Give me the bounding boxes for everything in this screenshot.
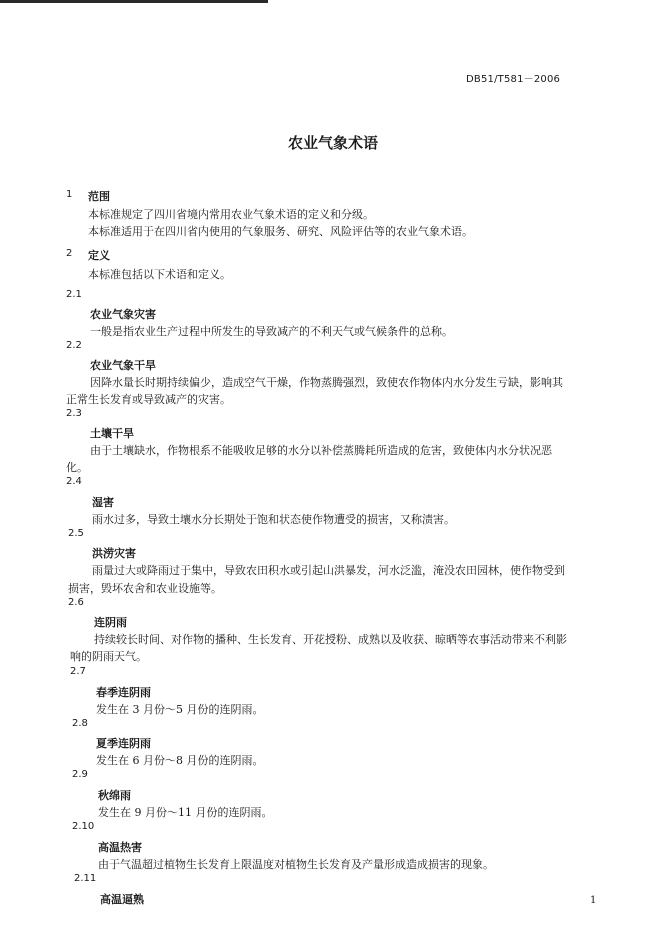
definition-line: 由于气温超过植物生长发育上限温度对植物生长发育及产量形成造成损害的现象。 xyxy=(98,858,494,871)
definition-line: 雨量过大或降雨过于集中，导致农田积水或引起山洪暴发，河水泛滥，淹没农田园林，使作物受到 xyxy=(92,564,565,577)
term-name: 土壤干旱 xyxy=(90,427,134,440)
definition-line: 雨水过多，导致土壤水分长期处于饱和状态使作物遭受的损害，又称渍害。 xyxy=(92,513,455,526)
paragraph: 本标准适用于在四川省内使用的气象服务、研究、风险评估等的农业气象术语。 xyxy=(88,225,473,238)
term-number: 2.8 xyxy=(72,718,88,729)
section-heading: 范围 xyxy=(88,190,110,203)
definition-line: 由于土壤缺水，作物根系不能吸收足够的水分以补偿蒸腾耗所造成的危害，致使体内水分状况恶 xyxy=(90,444,552,457)
definition-line: 一般是指农业生产过程中所发生的导致减产的不利天气或气候条件的总称。 xyxy=(90,325,453,338)
term-name: 连阴雨 xyxy=(94,616,127,629)
term-name: 农业气象干旱 xyxy=(90,359,156,372)
term-name: 秋绵雨 xyxy=(98,789,131,802)
term-number: 2.2 xyxy=(66,340,82,351)
term-number: 2.7 xyxy=(70,666,86,677)
section-number: 2 xyxy=(66,248,73,259)
term-number: 2.3 xyxy=(66,408,82,419)
definition-line: 发生在 6 月份～8 月份的连阴雨。 xyxy=(96,754,264,767)
section-number: 1 xyxy=(66,189,73,200)
term-name: 夏季连阴雨 xyxy=(96,737,151,750)
section-heading: 定义 xyxy=(88,249,110,262)
definition-line: 损害，毁坏农舍和农业设施等。 xyxy=(68,582,222,595)
term-number: 2.10 xyxy=(72,821,95,832)
definition-line: 正常生长发育或导致减产的灾害。 xyxy=(66,393,231,406)
page-number: 1 xyxy=(590,895,597,906)
term-name: 高温热害 xyxy=(98,841,142,854)
definition-line: 化。 xyxy=(66,461,88,474)
term-number: 2.4 xyxy=(66,476,82,487)
definition-line: 持续较长时间、对作物的播种、生长发育、开花授粉、成熟以及收获、晾晒等农事活动带来不利影 xyxy=(94,633,567,646)
scan-edge-bar xyxy=(0,0,268,3)
definition-line: 响的阴雨天气。 xyxy=(70,650,147,663)
term-number: 2.11 xyxy=(74,873,97,884)
term-number: 2.5 xyxy=(68,528,84,539)
term-name: 高温逼熟 xyxy=(100,893,144,906)
term-name: 湿害 xyxy=(92,496,114,509)
definition-line: 发生在 3 月份～5 月份的连阴雨。 xyxy=(96,703,264,716)
paragraph: 本标准包括以下术语和定义。 xyxy=(88,268,231,281)
term-name: 农业气象灾害 xyxy=(90,308,156,321)
term-number: 2.6 xyxy=(68,597,84,608)
standard-number: DB51/T581－2006 xyxy=(466,74,561,85)
definition-line: 发生在 9 月份～11 月份的连阴雨。 xyxy=(98,806,273,819)
paragraph: 本标准规定了四川省境内常用农业气象术语的定义和分级。 xyxy=(88,208,374,221)
term-number: 2.9 xyxy=(72,769,88,780)
term-number: 2.1 xyxy=(66,289,82,300)
definition-line: 因降水量长时期持续偏少，造成空气干燥，作物蒸腾强烈，致使农作物体内水分发生亏缺，影响其 xyxy=(90,376,563,389)
term-name: 春季连阴雨 xyxy=(96,686,151,699)
document-title: 农业气象术语 xyxy=(287,134,378,152)
term-name: 洪涝灾害 xyxy=(92,547,136,560)
